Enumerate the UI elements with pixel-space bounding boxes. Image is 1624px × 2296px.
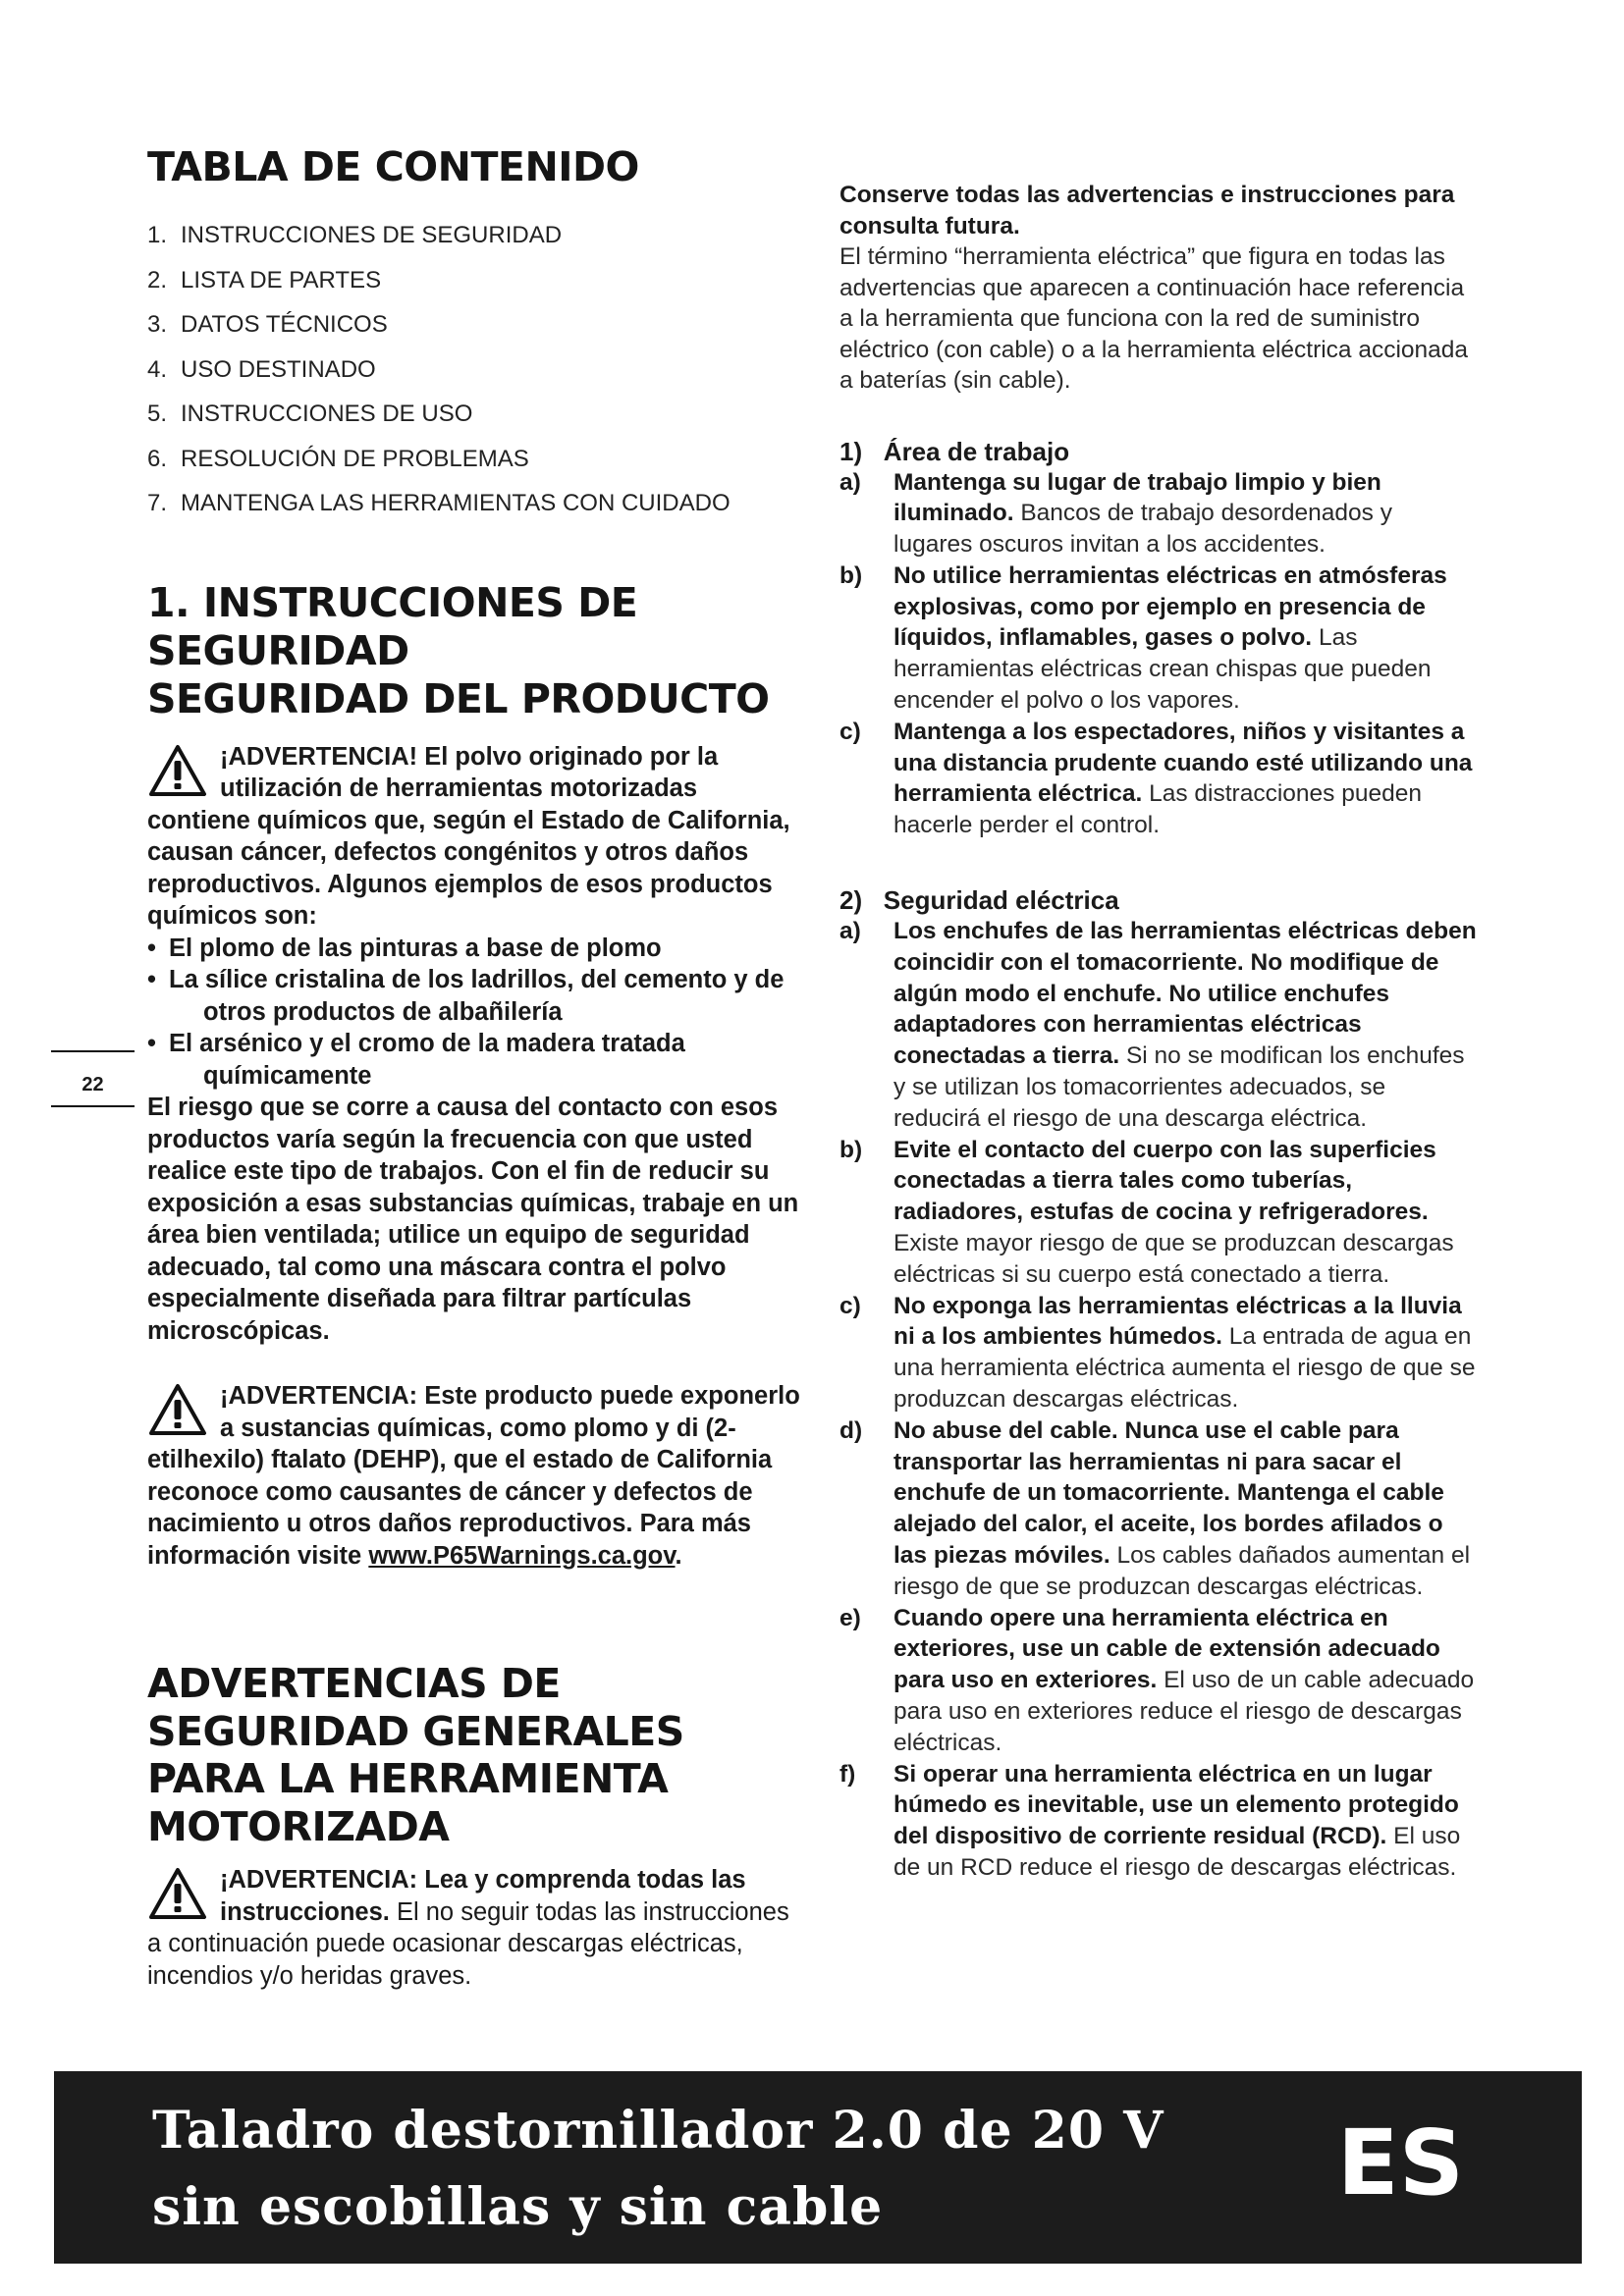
list-item: b) Evite el contacto del cuerpo con las superficies conectadas a tierra tales como tuberías, radiadores, estufas de cocina y refrigeradores. Existe mayor riesgo de que se produzcan descargas eléctricas si su cuerpo está conectado a tierra. (839, 1136, 1454, 1288)
list-item: • El plomo de las pinturas a base de plomo (147, 934, 662, 962)
warning-dust: ¡ADVERTENCIA! El polvo originado por la utilización de herramientas motorizadas contiene químicos que, según el Estado de California, causan cáncer, defectos congénitos y otros daños reproductivos. Algunos ejemplos de esos productos químicos son: • El plomo de las pinturas a base de plomo • La sílice cristalina de los ladrillos, del cemento y de otros productos de albañilería • El arsénico y el cromo de la madera tratada químicamente El riesgo que se corre a causa del contacto con esos productos varía según la frecuencia con que usted realice este tipo de trabajos. Con el fin de reducir su exposición a esas substancias químicas, trabaje en un área bien ventilada; utilice un equipo de seguridad adecuado, tal como una máscara contra el polvo especialmente diseñada para filtrar partículas microscópicas. (147, 742, 799, 1345)
page-number: 22 (51, 1050, 135, 1096)
list-item: f) Si operar una herramienta eléctrica en un lugar húmedo es inevitable, use un elemento protegido del dispositivo de corriente residual (RCD). El uso de un RCD reduce el riesgo de descargas eléctricas. (839, 1760, 1461, 1881)
warning-triangle-icon (147, 743, 208, 798)
footer-banner (54, 2071, 1582, 2264)
general-warnings-title: ADVERTENCIAS DE SEGURIDAD GENERALES PARA LA HERRAMIENTA MOTORIZADA (147, 1660, 684, 1850)
left-column (147, 142, 800, 1992)
language-code: ES (1336, 2110, 1464, 2216)
warning-read-instructions: ¡ADVERTENCIA: Lea y comprenda todas las instrucciones. El no seguir todas las instrucciones a continuación puede ocasionar descargas eléctricas, incendios y/o heridas graves. (147, 1866, 789, 1990)
right-column (839, 180, 1478, 1884)
list-item: c) Mantenga a los espectadores, niños y visitantes a una distancia prudente cuando esté utilizando una herramienta eléctrica. Las distracciones pueden hacerle perder el control. (839, 718, 1473, 839)
p65-link[interactable]: www.P65Warnings.ca.gov (368, 1541, 676, 1570)
toc-item[interactable]: 2. LISTA DE PARTES (147, 266, 382, 294)
list-item: a) Los enchufes de las herramientas eléctricas deben coincidir con el tomacorriente. No modifique de algún modo el enchufe. No utilice enchufes adaptadores con herramientas eléctricas conectadas a tierra. Si no se modifican los enchufes y se utilizan los tomacorrientes adecuados, se reducirá el riesgo de una descarga eléctrica. (839, 918, 1477, 1132)
warning-triangle-icon (147, 1382, 208, 1437)
toc-item[interactable]: 7. MANTENGA LAS HERRAMIENTAS CON CUIDADO (147, 490, 731, 516)
section1-title: 1. INSTRUCCIONES DE SEGURIDAD SEGURIDAD DEL PRODUCTO (147, 578, 770, 722)
list-item: c) No exponga las herramientas eléctricas a la lluvia ni a los ambientes húmedos. La entrada de agua en una herramienta eléctrica aumenta el riesgo de que se produzcan descargas eléctricas. (839, 1292, 1476, 1414)
list-item: • El arsénico y el cromo de la madera tratada químicamente (147, 1030, 685, 1090)
toc-list (147, 213, 800, 526)
list-item: a) Mantenga su lugar de trabajo limpio y bien iluminado. Bancos de trabajo desordenados y lugares oscuros invitan a los accidentes. (839, 468, 1392, 559)
toc-item[interactable]: 3. DATOS TÉCNICOS (147, 311, 388, 338)
list-item: b) No utilice herramientas eléctricas en atmósferas explosivas, como por ejemplo en presencia de líquidos, inflamables, gases o polvo. Las herramientas eléctricas crean chispas que pueden encender el polvo o los vapores. (839, 561, 1447, 715)
product-title: Taladro destornillador 2.0 de 20 V sin escobillas y sin cable (152, 2101, 1164, 2237)
toc-item[interactable]: 5. INSTRUCCIONES DE USO (147, 400, 473, 427)
warning-triangle-icon (147, 1866, 208, 1921)
work-area-heading: 1) Área de trabajo (839, 436, 1070, 466)
toc-item[interactable]: 6. RESOLUCIÓN DE PROBLEMAS (147, 445, 529, 472)
list-item: • La sílice cristalina de los ladrillos, del cemento y de otros productos de albañilería (147, 966, 785, 1026)
keep-instructions: Conserve todas las advertencias e instrucciones para consulta futura. El término “herramienta eléctrica” que figura en todas las advertencias que aparecen a continuación hace referencia a la herramienta que funciona con la red de suministro eléctrico (con cable) o a la herramienta eléctrica accionada a baterías (sin cable). (839, 182, 1469, 394)
chemicals-list (147, 933, 800, 1093)
list-item: d) No abuse del cable. Nunca use el cable para transportar las herramientas ni para sacar el enchufe de un tomacorriente. Mantenga el cable alejado del calor, el aceite, los bordes afilados o las piezas móviles. Los cables dañados aumentan el riesgo de que se produzcan descargas eléctricas. (839, 1416, 1471, 1600)
warning-prop65: ¡ADVERTENCIA: Este producto puede exponerlo a sustancias químicas, como plomo y di (2-etilhexilo) ftalato (DEHP), que el estado de California reconoce como causantes de cáncer y defectos de nacimiento u otros daños reproductivos. Para más información visite www.P65Warnings.ca.gov. (147, 1382, 800, 1570)
list-item: e) Cuando opere una herramienta eléctrica en exteriores, use un cable de extensión adecuado para uso en exteriores. El uso de un cable adecuado para uso en exteriores reduce el riesgo de descargas eléctricas. (839, 1604, 1475, 1756)
toc-title: TABLA DE CONTENIDO (147, 143, 639, 190)
toc-item[interactable]: 4. USO DESTINADO (147, 355, 376, 383)
electrical-heading: 2) Seguridad eléctrica (839, 885, 1119, 916)
toc-item[interactable]: 1. INSTRUCCIONES DE SEGURIDAD (147, 222, 563, 248)
